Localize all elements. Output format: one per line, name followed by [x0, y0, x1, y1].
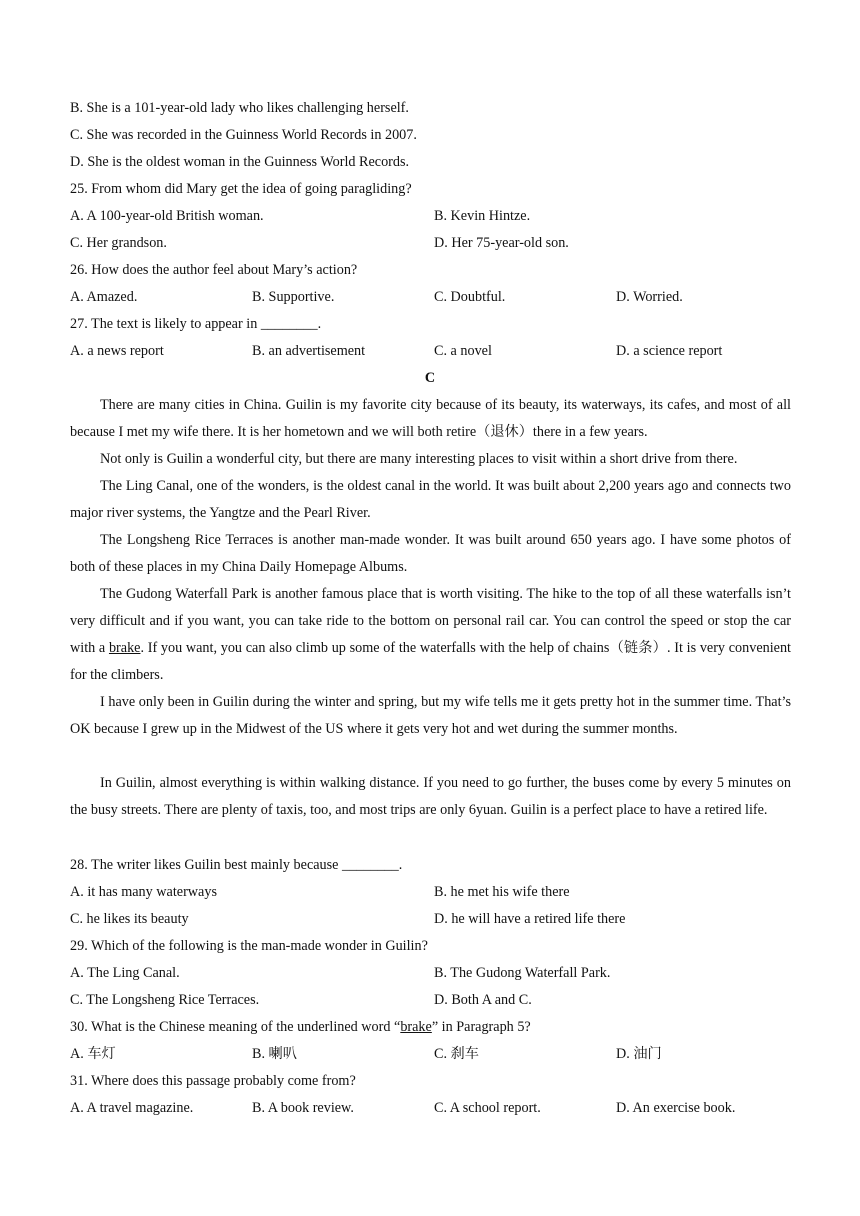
q30-option-b: B. 喇叭: [252, 1046, 297, 1062]
q28-option-c: C. he likes its beauty: [70, 911, 189, 927]
underlined-word-brake: brake: [108, 640, 141, 656]
q26-option-c: C. Doubtful.: [434, 289, 506, 305]
paragraph-5-text-before: The Gudong Waterfall Park is another famous place that is worth visiting. The hike to the top of all these waterfalls isn’t very difficult and if you want, you can take ride to the bottom on personal rail car. You can control the speed or stop the car with a: [70, 586, 791, 656]
q25-stem: 25. From whom did Mary get the idea of going paragliding?: [70, 181, 412, 197]
q24-option-d: D. She is the oldest woman in the Guinness World Records.: [70, 154, 410, 170]
passage-paragraph-7: In Guilin, almost everything is within walking distance. If you need to go further, the buses come by every 5 minutes on the busy streets. There are plenty of taxis, too, and most trips are only 6yuan. Guilin is a perfect place to have a retired life.: [70, 775, 791, 818]
q26-stem: 26. How does the author feel about Mary’s action?: [70, 262, 358, 278]
q30-option-a: A. 车灯: [70, 1046, 116, 1062]
q29-option-b: B. The Gudong Waterfall Park.: [434, 965, 611, 981]
q29-stem: 29. Which of the following is the man-made wonder in Guilin?: [70, 938, 428, 954]
q26-option-b: B. Supportive.: [252, 289, 335, 305]
q27-option-b: B. an advertisement: [252, 343, 366, 359]
q30-stem-after: ” in Paragraph 5?: [431, 1019, 531, 1035]
section-title: C: [424, 370, 436, 386]
passage-paragraph-6: I have only been in Guilin during the winter and spring, but my wife tells me it gets pretty hot in the summer time. That’s OK because I grew up in the Midwest of the US where it gets very hot and wet during the summer months.: [70, 694, 791, 737]
q29-option-d: D. Both A and C.: [434, 992, 532, 1008]
q30-underlined-word: brake: [400, 1019, 432, 1035]
q24-option-b: B. She is a 101-year-old lady who likes challenging herself.: [70, 100, 409, 116]
q27-option-d: D. a science report: [616, 343, 723, 359]
q25-option-a: A. A 100-year-old British woman.: [70, 208, 264, 224]
q27-option-c: C. a novel: [434, 343, 492, 359]
q27-stem: 27. The text is likely to appear in ________.: [70, 316, 322, 332]
q30-option-d: D. 油门: [616, 1046, 662, 1062]
q25-option-d: D. Her 75-year-old son.: [434, 235, 569, 251]
q30-stem-before: 30. What is the Chinese meaning of the underlined word “: [70, 1019, 401, 1035]
passage-paragraph-1: There are many cities in China. Guilin is my favorite city because of its beauty, its waterways, its cafes, and most of all because I met my wife there. It is her hometown and we will both retire（退休）there in a few years.: [70, 397, 791, 440]
q27-option-a: A. a news report: [70, 343, 164, 359]
q29-option-a: A. The Ling Canal.: [70, 965, 180, 981]
q30-option-c: C. 刹车: [434, 1046, 479, 1062]
q28-option-a: A. it has many waterways: [70, 884, 217, 900]
q28-option-d: D. he will have a retired life there: [434, 911, 626, 927]
q31-stem: 31. Where does this passage probably come from?: [70, 1073, 356, 1089]
q31-option-c: C. A school report.: [434, 1100, 541, 1116]
q26-option-a: A. Amazed.: [70, 289, 138, 305]
passage-paragraph-4: The Longsheng Rice Terraces is another man-made wonder. It was built around 650 years ago. I have some photos of both of these places in my China Daily Homepage Albums.: [70, 532, 791, 575]
passage-paragraph-3: The Ling Canal, one of the wonders, is the oldest canal in the world. It was built about 2,200 years ago and connects two major river systems, the Yangtze and the Pearl River.: [70, 478, 791, 521]
q25-option-c: C. Her grandson.: [70, 235, 167, 251]
q25-option-b: B. Kevin Hintze.: [434, 208, 531, 224]
passage-paragraph-5: [70, 581, 791, 689]
q26-option-d: D. Worried.: [616, 289, 683, 305]
q31-option-b: B. A book review.: [252, 1100, 354, 1116]
q31-option-a: A. A travel magazine.: [70, 1100, 194, 1116]
q28-option-b: B. he met his wife there: [434, 884, 570, 900]
q28-stem: 28. The writer likes Guilin best mainly because ________.: [70, 857, 403, 873]
q31-option-d: D. An exercise book.: [616, 1100, 736, 1116]
paragraph-5-text-after: . If you want, you can also climb up some of the waterfalls with the help of chains（链条）. It is very convenient for the climbers.: [70, 640, 791, 683]
q29-option-c: C. The Longsheng Rice Terraces.: [70, 992, 260, 1008]
q30-stem: [70, 1018, 531, 1036]
q24-option-c: C. She was recorded in the Guinness World Records in 2007.: [70, 127, 417, 143]
passage-paragraph-2: Not only is Guilin a wonderful city, but there are many interesting places to visit within a short drive from there.: [100, 451, 738, 467]
